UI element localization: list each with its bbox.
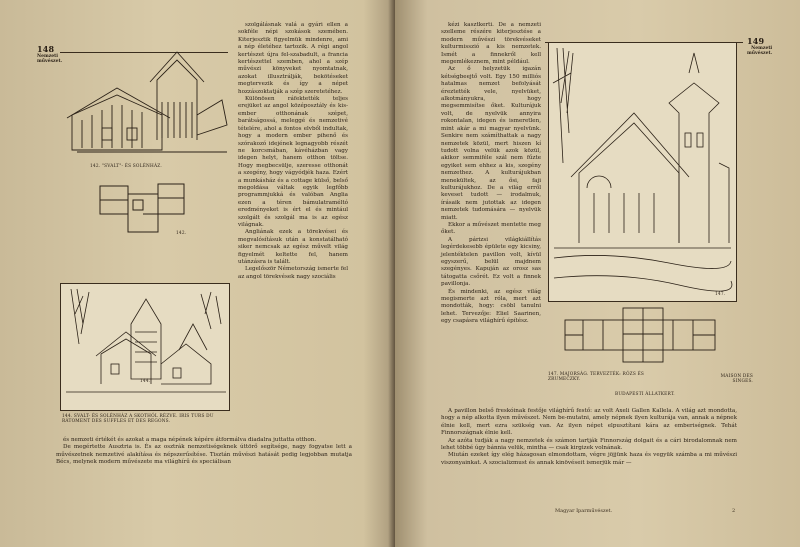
right-col-paragraph: A párizsi világkiállítás legérdekesebb épülete egy kicsiny, jelentéktelen pavillon volt, kívül egyszerű, belül majdnem szegényes. Kapuján az orosz sas tátogatta csőrét. Ez volt a finnek pavillonja. — [441, 236, 541, 288]
right-bottom-paragraph: Miután ezeket így elég házagosan elmondottam, végre jöjjünk haza és vegyük számba a mi művészi viszonyainkat. A szocializmust és annak kinövéseit ismerjük már — — [441, 452, 737, 466]
right-bottom-paragraph: A pavillon belső freskóinak festője világhírű festő: az volt Axeli Gallen Kallela. A világ azt mondotta, hogy a nép alkotta ilyen művészet. Nem be-mutatni, amely népnek ilyen kulturája van, annak a népnek élnie kell, mert ezra szükség van. Az ilyen népet elpusztítani kára az emberiségnek. Tehát Finnországnak élnie kell. — [441, 408, 737, 437]
right-section-label — [747, 46, 772, 56]
left-col-paragraph: szolgálásnak valá a gyári ellen a sokféle népi szokások szemében. Kiterjesztik figyelmük mindenre, ami a nép életéhez tartozik. A régi angol kertészet újra fel-szabadult, a francia kertészettel szemben, ahol a szép művészi könyveket nyomtatnak, azokat illusztrálják, bekötéseket megtervezik és így a népet hozzászoktatják a szép szeretetéhez. — [238, 22, 348, 95]
fig-plan-label: 142. — [176, 231, 187, 236]
page-footer-mark: 2 — [732, 508, 736, 514]
left-bottom-paragraph: De megértette Ausztria is. És az osztrák nemzetiségeknek úttörő segítsége, nagy fogyatse lett a művészetnek nemzetivé alakítása és népszerűsítése. Tisztán művészi hatását pedig legjobban mutatja Bécs, melynek modern művészete ma világhírű és speciálisan — [56, 444, 352, 466]
right-bottom-text — [441, 408, 737, 467]
left-bottom-text — [56, 437, 352, 467]
fig-caption: 147. MAJORSÁG. TERVEZTÉK: RÓZS ÉS ZRUMECZKY. — [548, 372, 645, 383]
right-left-column — [441, 22, 541, 326]
left-col-paragraph: Különösen ráfektették teljes erejüket az angol középosztály és kis-ember otthonának szépet, barátságossá, meleggé és nemzetivé tételére, ahol a fontos elvből indultak, hogy a modern ember pihenő és szórakozó idejének legnagyobb részét ne korcsmában, kávéházban vagy idegen helyt, hanem otthon töltse. Hogy megbecsülje, szeresse otthonát a szegény, hogy vágyódjék haza. Ezért a munkásház és a cottage külső, belső megoldása váltak egyik legfőbb programmjukká és valóban Anglia ezen a téren bámulatraméltó eredményeket is ért el és mintául szolgált és szolgál ma is az egész világnak. — [238, 96, 348, 228]
left-col-paragraph: Angliának ezek a törekvései és megvalósításuk után a konstatálható siker nemcsak az egész művelt világ figyelmét keltette fel, hanem utánzásra is talált. — [238, 229, 348, 265]
fig-bottom-number: 144. — [140, 379, 151, 384]
left-page — [0, 0, 395, 547]
right-page-number: 149 — [747, 36, 765, 46]
page-footer: Magyar Iparművészet. — [555, 508, 613, 514]
fig-top-caption: 142. "SVALT"- ÉS SOLÉNHÁZ. — [90, 164, 162, 169]
right-col-paragraph: És mindenki, az egész világ megismerte azt róla, mert azt mondották, hogy: csöbl tanulni lehet. Tervezője: Eliel Saarinen, egy csapásra világhírű építész. — [441, 288, 541, 325]
fig-number: 147. — [715, 292, 726, 297]
left-section-label — [37, 54, 62, 64]
left-bottom-paragraph: és nemzeti értékét és azokat a maga népének képére átformálva diadalra juttatta otthon. — [63, 437, 317, 443]
right-col-paragraph: Ekkor a művészet mentette meg őket. — [441, 221, 541, 236]
left-right-column — [238, 22, 348, 281]
fig-caption-place: BUDAPESTI ÁLLATKERT. — [615, 392, 675, 397]
left-col-paragraph: Legelőször Németország ismerte fel az angol törekvések nagy szociális — [238, 266, 348, 280]
fig-bottom-caption: 144. SVALT- ÉS SOLÉNHÁZ A SKOTHÓL RÉZVE. IRIS TURS DU RÁTOMENT DES SUFFLES ET DES REGONS. — [62, 414, 214, 425]
right-col-paragraph: kézi kasztkerti. De a nemzeti szelleme részére kiterjesztése a modern művészi törekvéseket kulturmisszió a kis nemzetek. Ismét a finnekről kell megemlékeznem, mint például. — [441, 22, 541, 66]
figure-svalt-house — [62, 40, 232, 172]
figure-floor-plan — [95, 180, 195, 238]
figure-tower-building — [548, 42, 737, 302]
right-section-label-line1: Nemzeti — [751, 46, 773, 51]
figure-building-plan — [563, 306, 718, 366]
left-section-label-line2: művészet. — [37, 59, 63, 64]
fig-caption-right: MAISON DES SINGES. — [720, 374, 753, 385]
right-bottom-paragraph: Az azóta tudják a nagy nemzetek és számon tartják Finnország dolgait és a cári birodalomnak nem lehet többé úgy bánnia velük, mintha — csak kirgizek volnának. — [441, 437, 737, 452]
right-section-label-line2: művészet. — [747, 51, 773, 56]
right-col-paragraph: Az ő helyzetük igazán kétségbeejtő volt. Egy 150 milliós hatalmas nemzet befolyását éreztették vele, nyelvüket, alkotmányukra, hogy megsemmisítse őket. Kulturájuk volt, de nyelvük annyira rokontalan, idegen és ismeretlen, mint akár a mi magyar nyelvünk. Senkire nem számíthattak a nagy nemzetek közül, mert hiszen kí tudott volna velük azok közül, akikor semmiféle szál nem fűzte egyiket sem ehhez a kis, szegény nemzethez. A kulturájukban menekültek, az ősi, faji kulturájukhoz. De a világ erről keveset tudott — irodalmuk, írásaik nem jutottak az idegen nemzetek tudomására — nyelvük miatt. — [441, 66, 541, 221]
right-page — [395, 0, 800, 547]
left-page-number: 148 — [37, 44, 55, 54]
left-section-label-line1: Nemzeti — [37, 54, 58, 59]
figure-winter-cottages — [60, 283, 230, 411]
